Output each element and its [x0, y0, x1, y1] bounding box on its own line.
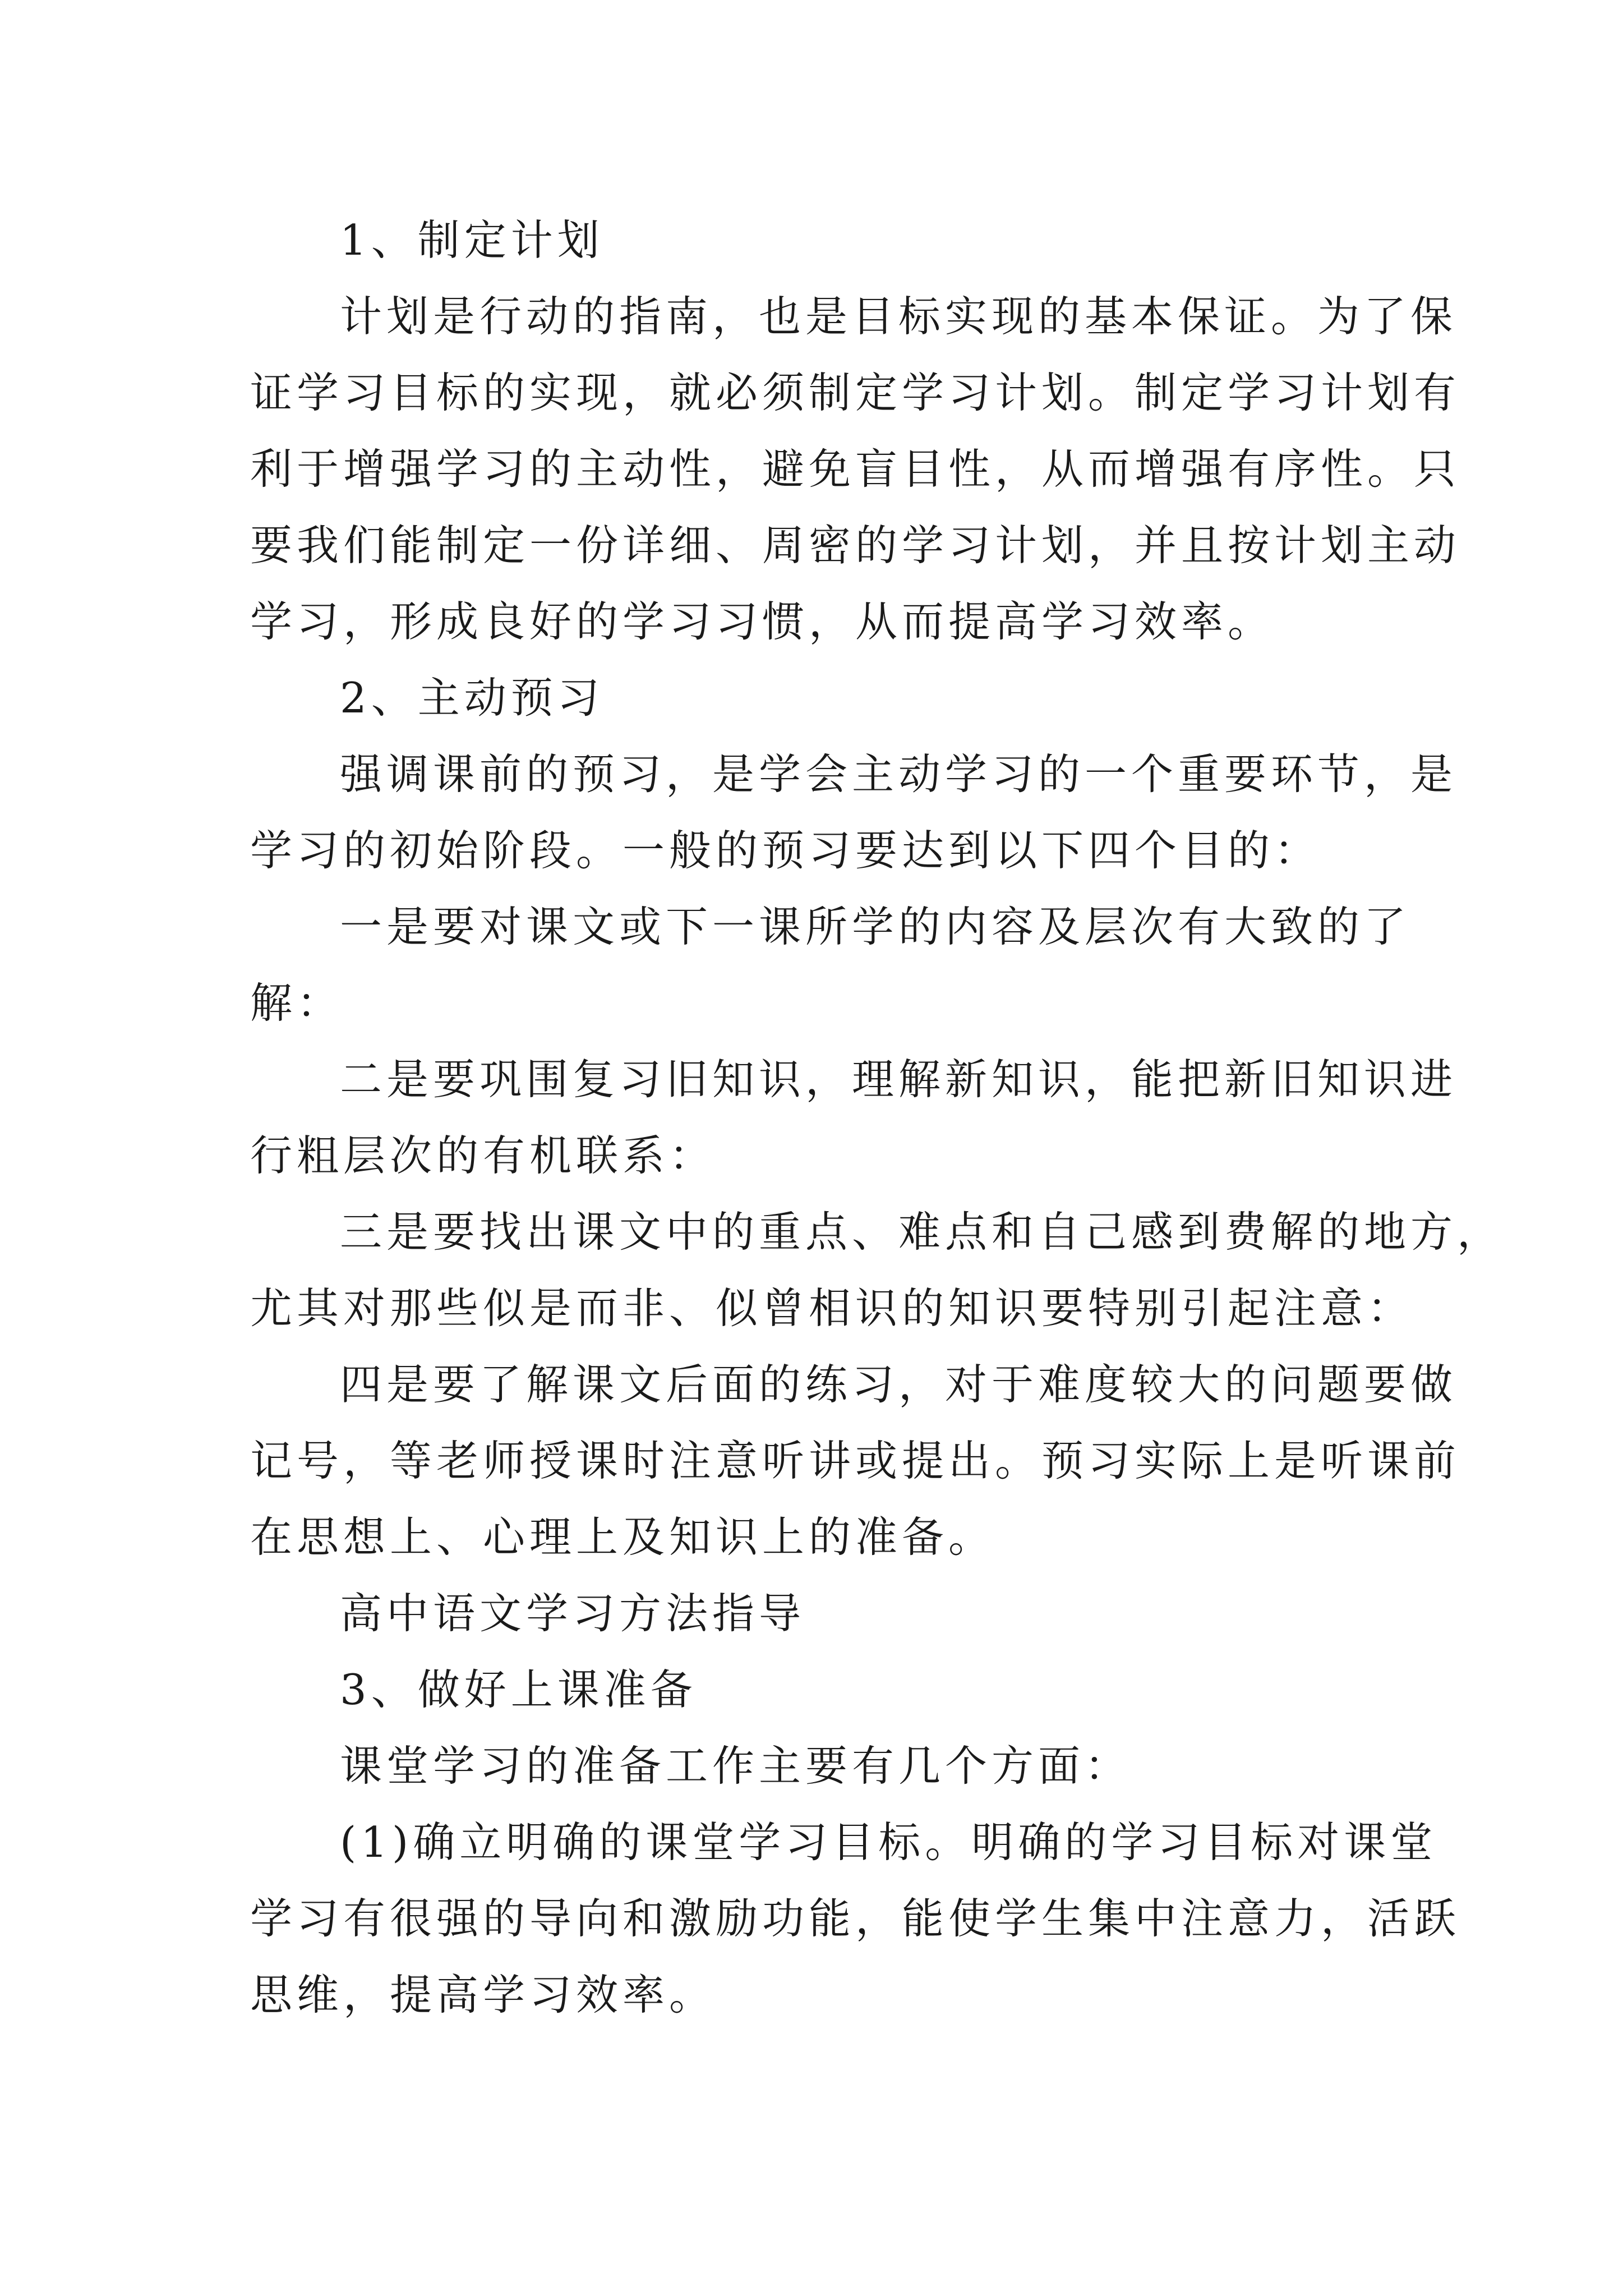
paragraph-line: 尤其对那些似是而非、似曾相识的知识要特别引起注意：: [250, 1283, 1414, 1333]
paragraph-line: 学习，形成良好的学习习惯，从而提高学习效率。: [250, 597, 1275, 646]
paragraph-line: 一是要对课文或下一课所学的内容及层次有大致的了: [340, 902, 1411, 951]
paragraph-line: 强调课前的预习，是学会主动学习的一个重要环节，是: [340, 749, 1458, 799]
paragraph-line: 要我们能制定一份详细、周密的学习计划，并且按计划主动: [250, 521, 1461, 570]
paragraph-line: 学习的初始阶段。一般的预习要达到以下四个目的：: [250, 826, 1321, 875]
paragraph-line: 证学习目标的实现，就必须制定学习计划。制定学习计划有: [250, 368, 1461, 417]
paragraph-line: 记号，等老师授课时注意听讲或提出。预习实际上是听课前: [250, 1436, 1461, 1485]
paragraph-line: 三是要找出课文中的重点、难点和自己感到费解的地方，: [340, 1207, 1504, 1257]
heading-preview: 2、主动预习: [340, 673, 604, 723]
paragraph-line: 解：: [250, 978, 344, 1028]
paragraph-line: 在思想上、心理上及知识上的准备。: [250, 1512, 995, 1562]
heading-plan: 1、制定计划: [340, 215, 604, 265]
paragraph-line: 计划是行动的指南，也是目标实现的基本保证。为了保: [340, 292, 1458, 341]
paragraph-line: 利于增强学习的主动性，避免盲目性，从而增强有序性。只: [250, 444, 1461, 494]
heading-class-prep: 3、做好上课准备: [340, 1665, 697, 1714]
paragraph-line: 四是要了解课文后面的练习，对于难度较大的问题要做: [340, 1360, 1458, 1409]
paragraph-line: 课堂学习的准备工作主要有几个方面：: [340, 1741, 1132, 1791]
paragraph-line: 二是要巩围复习旧知识，理解新知识，能把新旧知识进: [340, 1055, 1458, 1104]
paragraph-line: 行粗层次的有机联系：: [250, 1131, 716, 1180]
paragraph-line: 思维，提高学习效率。: [250, 1970, 716, 2019]
paragraph-line: 学习有很强的导向和激励功能，能使学生集中注意力，活跃: [250, 1894, 1461, 1943]
paragraph-line: (1)确立明确的课堂学习目标。明确的学习目标对课堂: [340, 1818, 1437, 1867]
document-body: [250, 202, 1504, 2033]
section-title: 高中语文学习方法指导: [340, 1589, 806, 1638]
